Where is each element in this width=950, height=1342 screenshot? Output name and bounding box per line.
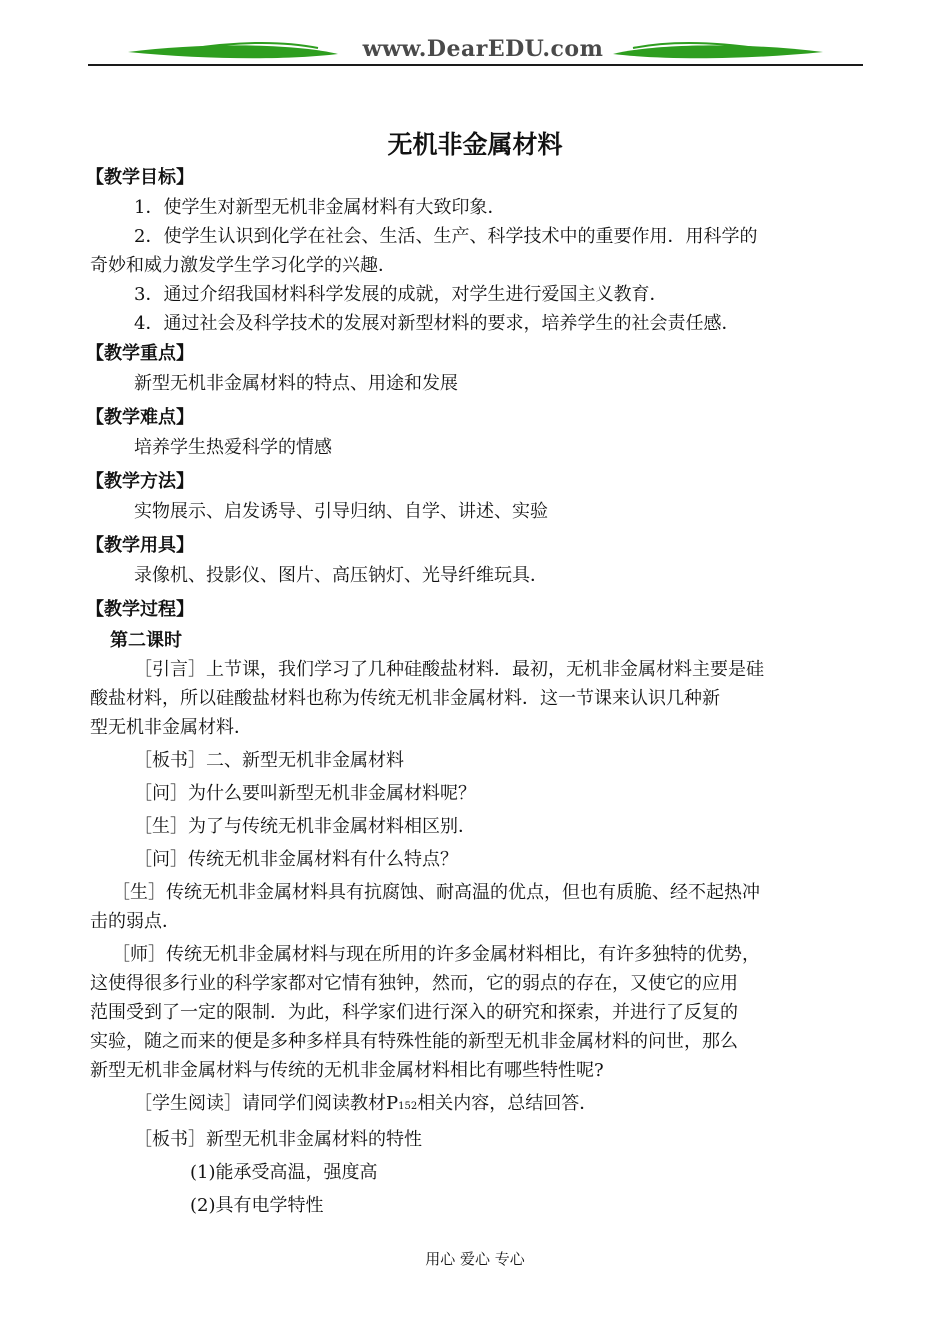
section-methods-heading: 【教学方法】 — [86, 471, 194, 492]
dialog-tag: ［板书］ — [134, 750, 206, 771]
reading-page: 152 — [398, 1101, 418, 1112]
reading-line — [90, 1089, 865, 1121]
dialog-tag: ［问］ — [134, 783, 188, 804]
teacher-line: 这使得很多行业的科学家都对它情有独钟，然而，它的弱点的存在，又使它的应用 — [90, 973, 738, 994]
goal-item: 4．通过社会及科学技术的发展对新型材料的要求，培养学生的社会责任感． — [134, 313, 740, 334]
intro-line: 上节课，我们学习了几种硅酸盐材料．最初，无机非金属材料主要是硅 — [206, 659, 764, 680]
dialog-text: 传统无机非金属材料有什么特点？ — [188, 849, 458, 870]
key-text: 新型无机非金属材料的特点、用途和发展 — [134, 373, 458, 394]
goal-item: 1．使学生对新型无机非金属材料有大致印象． — [134, 197, 506, 218]
page-header — [88, 30, 863, 70]
student-answer — [90, 878, 865, 907]
dialog-line — [90, 845, 865, 874]
intro-tag: ［引言］ — [134, 659, 206, 680]
dialog-line — [90, 746, 865, 775]
dialog-tag: ［生］ — [134, 816, 188, 837]
student-line: 传统无机非金属材料具有抗腐蚀、耐高温的优点，但也有质脆、经不起热冲 — [166, 882, 760, 903]
section-tools-heading: 【教学用具】 — [86, 535, 194, 556]
teacher-line: 实验，随之而来的便是多种多样具有特殊性能的新型无机非金属材料的问世，那么 — [90, 1031, 738, 1052]
teacher-line: 传统无机非金属材料与现在所用的许多金属材料相比，有许多独特的优势， — [166, 944, 760, 965]
section-process-heading: 【教学过程】 — [86, 599, 194, 620]
header-divider — [88, 64, 863, 66]
dialog-text: 为什么要叫新型无机非金属材料呢？ — [188, 783, 476, 804]
goal-item: 3．通过介绍我国材料科学发展的成就，对学生进行爱国主义教育． — [134, 284, 668, 305]
reading-pre: 请同学们阅读教材P — [242, 1093, 399, 1114]
dialog-tag: ［问］ — [134, 849, 188, 870]
intro-line: 酸盐材料，所以硅酸盐材料也称为传统无机非金属材料．这一节课来认识几种新 — [90, 688, 720, 709]
reading-tag: ［学生阅读］ — [134, 1093, 242, 1114]
board-text: 新型无机非金属材料的特性 — [206, 1129, 422, 1150]
section-goals-heading: 【教学目标】 — [86, 167, 194, 188]
dialog-text: 二、新型无机非金属材料 — [206, 750, 404, 771]
teacher-tag: ［师］ — [112, 944, 166, 965]
intro-paragraph — [90, 656, 865, 684]
dialog-line — [90, 779, 865, 808]
page-footer: 用心 爱心 专心 — [425, 1250, 525, 1268]
section-key-heading: 【教学重点】 — [86, 343, 194, 364]
teacher-line: 新型无机非金属材料与传统的无机非金属材料相比有哪些特性呢? — [90, 1060, 604, 1081]
tools-text: 录像机、投影仪、图片、高压钠灯、光导纤维玩具． — [134, 565, 548, 586]
property-item: (1)能承受高温，强度高 — [190, 1162, 378, 1183]
dialog-text: 为了与传统无机非金属材料相区别． — [188, 816, 476, 837]
intro-line: 型无机非金属材料． — [90, 717, 252, 738]
student-line: 击的弱点． — [90, 911, 180, 932]
section-difficulty-heading: 【教学难点】 — [86, 407, 194, 428]
teacher-line: 范围受到了一定的限制．为此，科学家们进行深入的研究和探索，并进行了反复的 — [90, 1002, 738, 1023]
student-tag: ［生］ — [112, 882, 166, 903]
property-item: (2)具有电学特性 — [190, 1195, 324, 1216]
dialog-line — [90, 812, 865, 841]
site-url: www.DearEDU.com — [362, 36, 604, 62]
teacher-paragraph — [90, 940, 865, 969]
difficulty-text: 培养学生热爱科学的情感 — [134, 437, 332, 458]
methods-text: 实物展示、启发诱导、引导归纳、自学、讲述、实验 — [134, 501, 548, 522]
board-line — [90, 1125, 865, 1154]
goal-item: 2．使学生认识到化学在社会、生活、生产、科学技术中的重要作用．用科学的 — [134, 226, 758, 247]
document-title: 无机非金属材料 — [387, 130, 563, 159]
document-body — [86, 162, 865, 1220]
lesson-label: 第二课时 — [110, 630, 182, 651]
goal-item-continued: 奇妙和威力激发学生学习化学的兴趣． — [90, 255, 396, 276]
reading-post: 相关内容，总结回答． — [417, 1093, 598, 1114]
board-tag: ［板书］ — [134, 1129, 206, 1150]
